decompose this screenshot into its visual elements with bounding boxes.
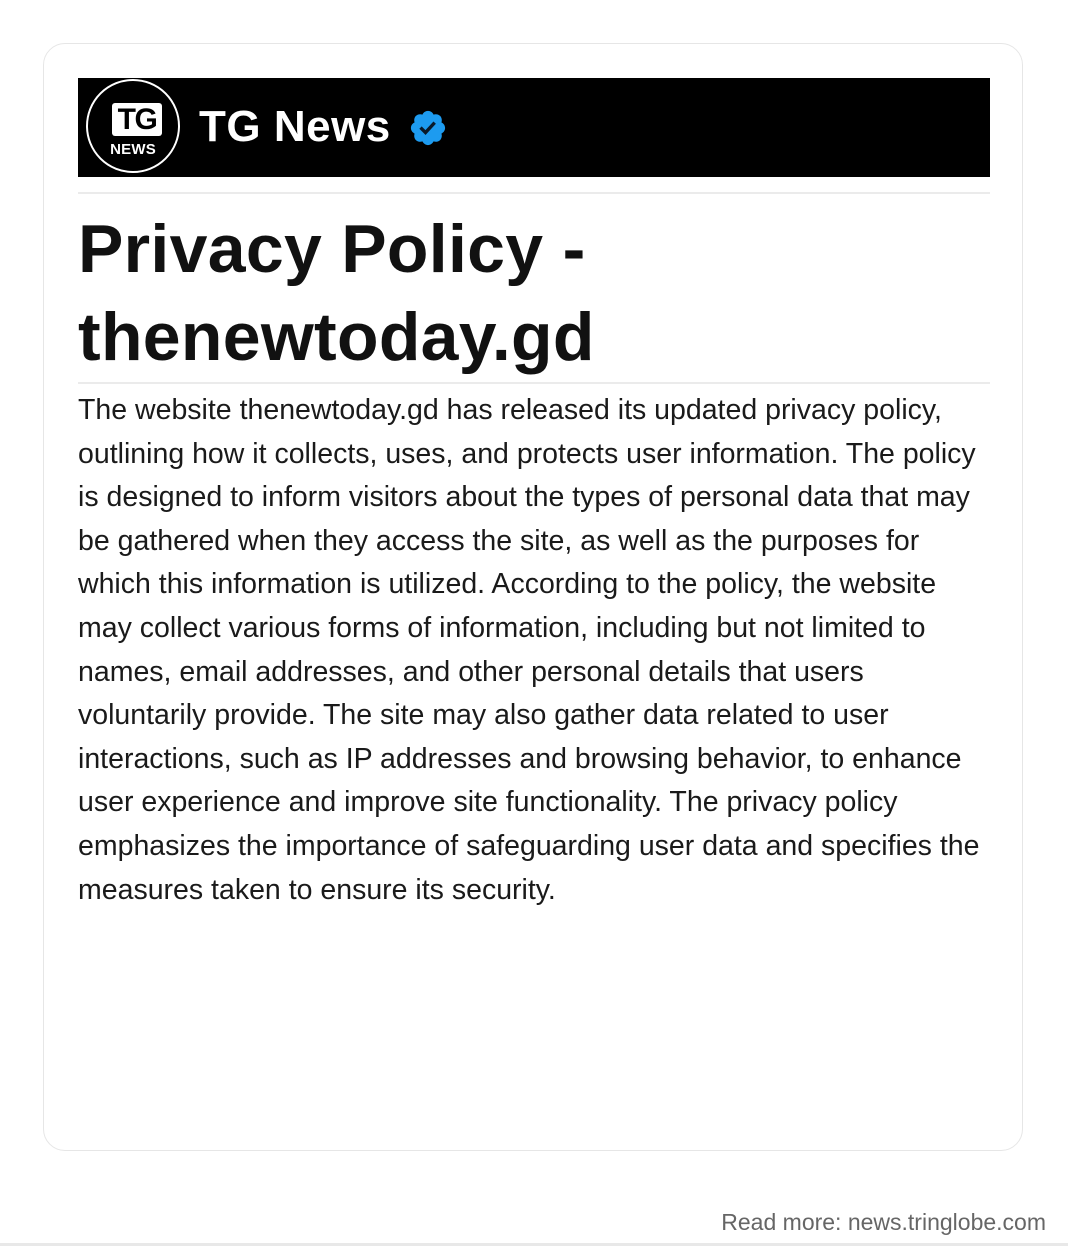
publisher-logo (86, 79, 180, 173)
article-body: The website thenewtoday.gd has released its updated privacy policy, outlining how it collects, uses, and protects user information. The policy is designed to inform visitors about the types of personal data that may be gathered when they access the site, as well as the purposes for which this information is utilized. According to the policy, the website may collect various forms of information, including but not limited to names, email addresses, and other personal details that users voluntarily provide. The site may also gather data related to user interactions, such as IP addresses and browsing behavior, to enhance user experience and improve site functionality. The privacy policy emphasizes the importance of safeguarding user data and specifies the measures taken to ensure its security. (78, 394, 980, 906)
title-divider (78, 382, 990, 384)
logo-news-text: NEWS (110, 141, 156, 158)
publisher-banner (78, 78, 990, 177)
read-more-link[interactable]: Read more: news.tringlobe.com (721, 1209, 1046, 1235)
publisher-name: TG News (199, 102, 391, 151)
header-divider (78, 192, 990, 194)
verified-check-icon (408, 108, 448, 148)
logo-tg-text: TG (112, 103, 162, 136)
article-title: Privacy Policy - thenewtoday.gd (78, 211, 595, 375)
